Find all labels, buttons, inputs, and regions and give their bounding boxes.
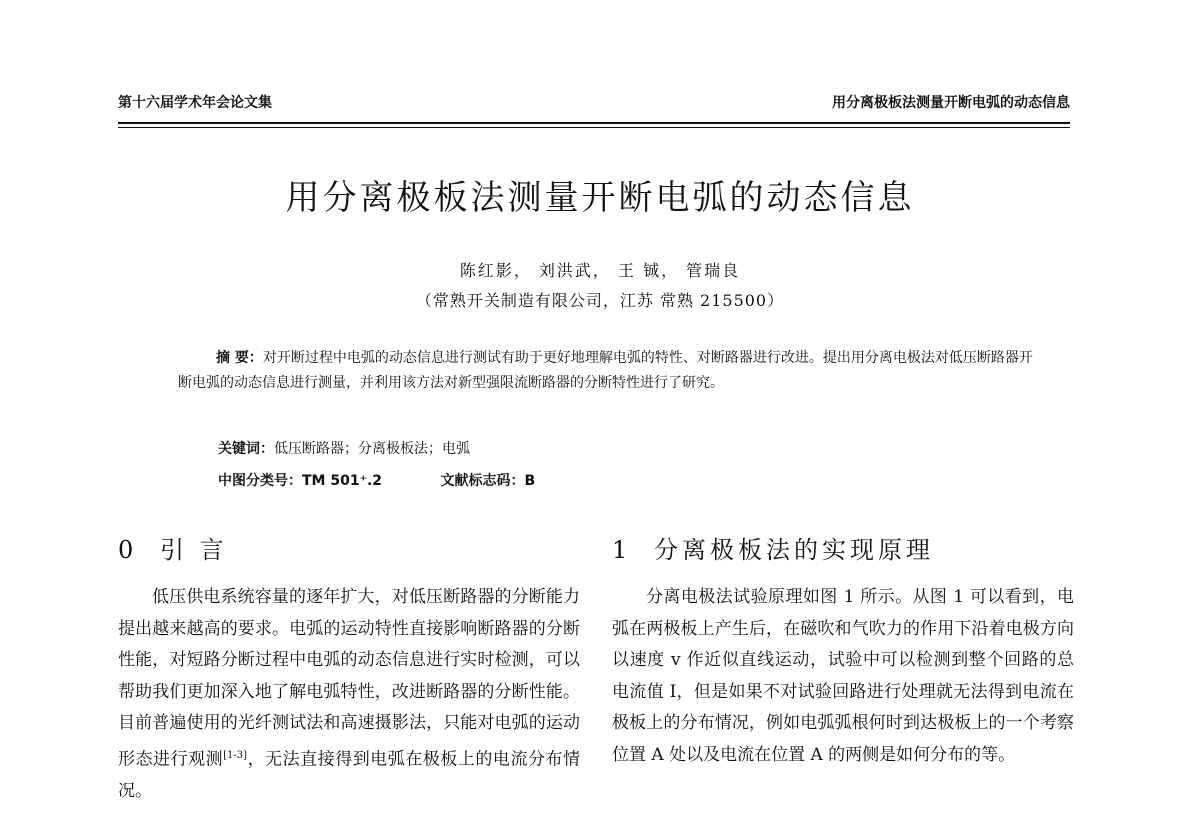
- section-body: 分离电极法试验原理如图 1 所示。从图 1 可以看到，电弧在两极板上产生后，在磁吹和气吹力的作用下沿着电极方向以速度 v 作近似直线运动，试验中可以检测到整个回路的总电流值 I，但是如果不对试验回路进行处理就无法得到电流在极板上的分布情况，例如电弧弧根何时到达极板上的一个考察位置 A 处以及电流在位置 A 的两侧是如何分布的等。: [612, 587, 1074, 765]
- body-text: 低压供电系统容量的逐年扩大，对低压断路器的分断能力提出越来越高的要求。电弧的运动特性直接影响断路器的分断性能，对短路分断过程中电弧的动态信息进行实时检测，可以帮助我们更加深入地了解电弧特性，改进断路器的分断性能。目前普遍使用的光纤测试法和高速摄影法，只能对电弧的运动形态进行观测: [118, 587, 580, 770]
- section-title: 分离极板法的实现原理: [654, 536, 934, 564]
- section-title: 引 言: [160, 536, 228, 564]
- author-list: 陈红影， 刘洪武， 王 铖， 管瑞良: [459, 261, 741, 280]
- section-number: 0: [118, 536, 138, 564]
- paper-title: 用分离极板法测量开断电弧的动态信息: [285, 178, 915, 218]
- journal-name: 第十六届学术年会论文集: [118, 95, 272, 111]
- body-text-cont: ，无法直接得到电弧在极板上的电流分布情况。: [118, 749, 581, 801]
- affiliation: （常熟开关制造有限公司，江苏 常熟 215500）: [415, 291, 785, 310]
- running-title: 用分离极板法测量开断电弧的动态信息: [832, 95, 1070, 111]
- header-rule-thick: [118, 122, 1070, 124]
- citation-ref[interactable]: [1-3]: [223, 749, 248, 761]
- clc-label: 中图分类号：: [218, 473, 302, 489]
- doc-code-value: B: [524, 473, 536, 489]
- clc-value: TM 501⁺.2: [302, 473, 383, 489]
- doc-code-label: 文献标志码：: [440, 473, 525, 489]
- section-introduction: [118, 530, 580, 807]
- keywords-label: 关键词：: [218, 441, 274, 457]
- abstract-label: 摘 要：: [216, 350, 263, 366]
- abstract: [178, 346, 1038, 396]
- header-rule-thin: [118, 127, 1070, 128]
- keywords-text: 低压断路器；分离极板法；电弧: [274, 441, 470, 457]
- section-heading: [118, 530, 580, 566]
- section-body: [118, 582, 580, 807]
- running-header: [118, 92, 1070, 114]
- abstract-paragraph: [178, 346, 1038, 396]
- keywords: [218, 438, 470, 458]
- section-principle: [612, 530, 1074, 771]
- abstract-text: 对开断过程中电弧的动态信息进行测试有助于更好地理解电弧的特性、对断路器进行改进。提出用分离电极法对低压断路器开断电弧的动态信息进行测量，并利用该方法对新型强限流断路器的分断特性进行了研究。: [178, 350, 1033, 391]
- classification-line: [218, 470, 535, 490]
- section-number: 1: [612, 536, 632, 564]
- section-heading: [612, 530, 1074, 566]
